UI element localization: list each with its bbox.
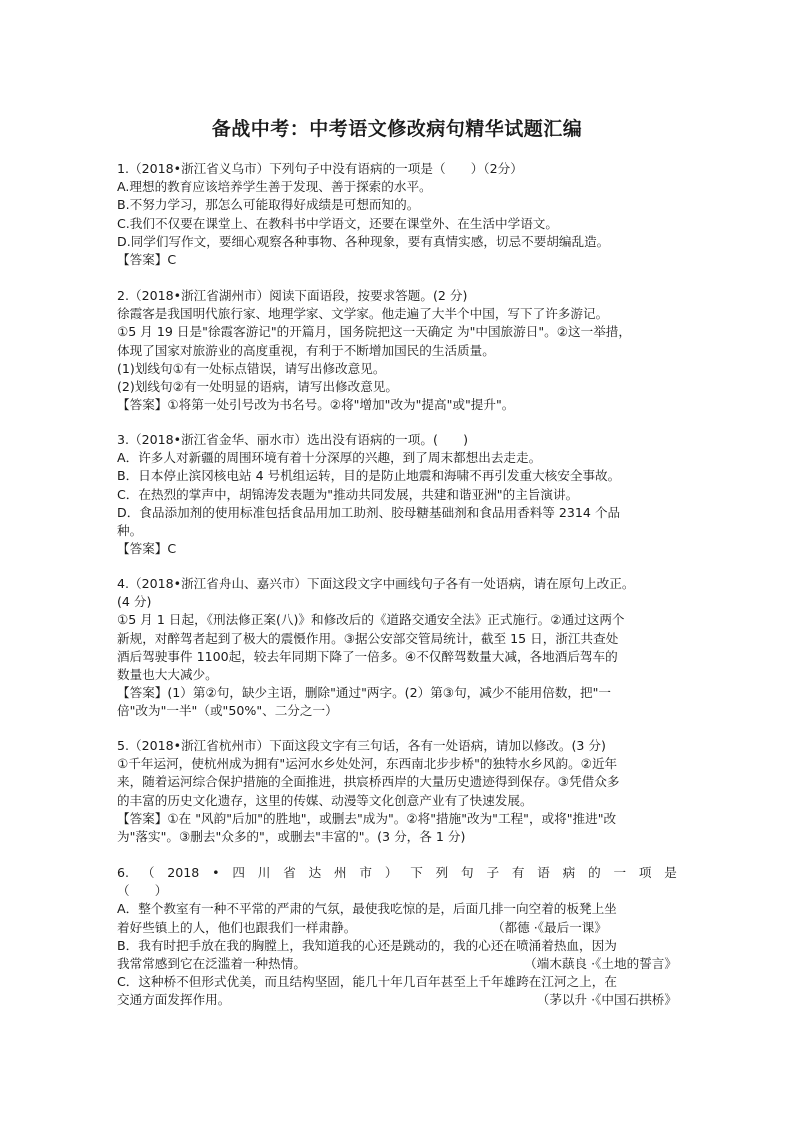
text-token: ） (384, 865, 398, 880)
question-line: 2.（2018•浙江省湖州市）阅读下面语段，按要求答题。(2 分) (117, 288, 468, 303)
text-token: 语 (537, 865, 550, 880)
question-line: （ ） (117, 883, 168, 899)
source-citation: （端木蕻良 ·《土地的誓言》 (524, 956, 677, 972)
passage-line: 来，随着运河综合保护措施的全面推进，拱宸桥西岸的大量历史遗迹得到保存。③凭借众多 (117, 774, 620, 790)
question-6 (117, 864, 677, 1010)
text-token: 病 (562, 865, 576, 880)
option-line: D．食品添加剂的使用标准包括食品用加工助剂、胶母糖基础剂和食品用香料等 2314 个品 (117, 504, 621, 520)
passage-line: 徐霞客是我国明代旅行家、地理学家、文学家。他走遍了大半个中国，写下了许多游记。 (117, 306, 609, 322)
option-line: D.同学们写作文，要细心观察各种事物、各种现象，要有真情实感，切忌不要胡编乱造。 (117, 233, 610, 249)
question-line: (4 分) (117, 594, 152, 610)
text-token: 句 (461, 865, 474, 880)
option-line (117, 991, 677, 1009)
option-line: C．在热烈的掌声中，胡锦涛发表题为"推动共同发展，共建和谐亚洲"的主旨演讲。 (117, 486, 579, 502)
answer-line: 【答案】①将第一处引号改为书名号。②将"增加"改为"提高"或"提升"。 (117, 397, 515, 413)
question-1 (117, 160, 677, 269)
text-token: 省 (283, 865, 296, 880)
question-line: 1.（2018•浙江省义乌市）下列句子中没有语病的一项是（ ）（2分） (117, 161, 523, 176)
text-token: 2018 (167, 865, 200, 880)
text-token: • (212, 865, 220, 880)
question-line: 4.（2018•浙江省舟山、嘉兴市）下面这段文字中画线句子各有一处语病，请在原句上改正。 (117, 576, 635, 591)
passage-line: 数量也大大减少。 (117, 667, 218, 683)
option-line: A．许多人对新疆的周围环境有着十分深厚的兴趣，到了周末都想出去走走。 (117, 450, 542, 466)
answer-line: 倍"改为"一半"（或"50%"、二分之一） (117, 703, 338, 719)
option-line: B.不努力学习，那怎么可能取得好成绩是可想而知的。 (117, 197, 420, 213)
answer-line: 【答案】C (117, 252, 177, 268)
question-2 (117, 287, 677, 414)
text-token: （ (141, 865, 155, 880)
passage-line: 的丰富的历史文化遗存，这里的传媒、动漫等文化创意产业有了快速发展。 (117, 792, 533, 808)
question-line (117, 864, 677, 882)
option-line: C．这种桥不但形式优美，而且结构坚固，能几十年几百年甚至上千年雄跨在江河之上，在 (117, 974, 617, 990)
text-token: 是 (664, 865, 677, 880)
text-token: 一 (613, 865, 627, 880)
option-line: C.我们不仅要在课堂上、在教科书中学语文，还要在课堂外、在生活中学语文。 (117, 215, 558, 231)
text-token: 的 (588, 865, 601, 880)
question-3 (117, 431, 677, 558)
subquestion-line: (2)划线句②有一处明显的语病，请写出修改意见。 (117, 379, 399, 395)
text-token: 川 (257, 865, 271, 880)
option-line: A．整个教室有一种不平常的严肃的气氛，最使我吃惊的是，后面几排一向空着的板凳上坐 (117, 901, 617, 917)
text-token: 达 (308, 865, 322, 880)
passage-line: ①5 月 19 日是"徐霞客游记"的开篇月，国务院把这一天确定 为"中国旅游日"。②这一举措， (117, 324, 631, 340)
answer-line: 【答案】①在 "风韵"后加"的胜地"，或删去"成为"。②将"措施"改为"工程"，或将"推进"改 (117, 810, 617, 826)
answer-line: 【答案】C (117, 541, 177, 557)
passage-line: ①千年运河，使杭州成为拥有"运河水乡处处河，东西南北步步桥"的独特水乡风韵。②近年 (117, 756, 618, 772)
source-citation: （都德 ·《最后一课》 (491, 919, 607, 935)
option-line: A.理想的教育应该培养学生善于发现、善于探索的水平。 (117, 179, 432, 195)
answer-line: 为"落实"。③删去"众多的"，或删去"丰富的"。(3 分，各 1 分) (117, 829, 466, 845)
option-text: 着好些镇上的人，他们也跟我们一样肃静。 (117, 919, 357, 935)
text-token: 列 (435, 865, 449, 880)
passage-line: ①5 月 1 日起，《刑法修正案(八)》和修改后的《道路交通安全法》正式施行。②通过这两个 (117, 612, 625, 628)
question-line: 5.（2018•浙江省杭州市）下面这段文字有三句话，各有一处语病，请加以修改。(3 分) (117, 738, 606, 753)
question-5 (117, 737, 677, 846)
option-line: 种。 (117, 523, 143, 539)
passage-line: 酒后驾驶事件 1100起，较去年同期下降了一倍多。④不仅醉驾数量大减，各地酒后驾车的 (117, 648, 618, 664)
option-line (117, 955, 677, 973)
option-text: 我常常感到它在泛滥着一种热情。 (117, 956, 306, 972)
text-token: 州 (334, 865, 347, 880)
passage-line: 新规，对醉驾者起到了极大的震慑作用。③据公安部交管局统计，截至 15 日，浙江共查处 (117, 630, 619, 646)
option-line (117, 919, 677, 937)
option-text: 交通方面发挥作用。 (117, 992, 231, 1008)
text-token: 下 (410, 865, 423, 880)
page-title: 备战中考：中考语文修改病句精华试题汇编 (211, 118, 583, 140)
question-4 (117, 575, 677, 721)
text-token: 有 (511, 865, 525, 880)
passage-line: 体现了国家对旅游业的高度重视，有利于不断增加国民的生活质量。 (117, 342, 495, 358)
subquestion-line: (1)划线句①有一处标点错误，请写出修改意见。 (117, 360, 386, 376)
text-token: 子 (486, 865, 500, 880)
source-citation: （茅以升 ·《中国石拱桥》 (536, 992, 677, 1008)
text-token: 四 (232, 865, 245, 880)
text-token: 市 (359, 865, 372, 880)
question-line: 3.（2018•浙江省金华、丽水市）选出没有语病的一项。( ) (117, 432, 468, 447)
answer-line: 【答案】(1）第②句，缺少主语，删除"通过"两字。(2）第③句，减少不能用倍数，把"一 (117, 685, 611, 701)
option-line: B．日本停止滨冈核电站 4 号机组运转，目的是防止地震和海啸不再引发重大核安全事故。 (117, 468, 621, 484)
option-line: B．我有时把手放在我的胸膛上，我知道我的心还是跳动的，我的心还在喷涌着热血，因为 (117, 937, 617, 953)
text-token: 6. (117, 865, 130, 880)
text-token: 项 (638, 865, 652, 880)
